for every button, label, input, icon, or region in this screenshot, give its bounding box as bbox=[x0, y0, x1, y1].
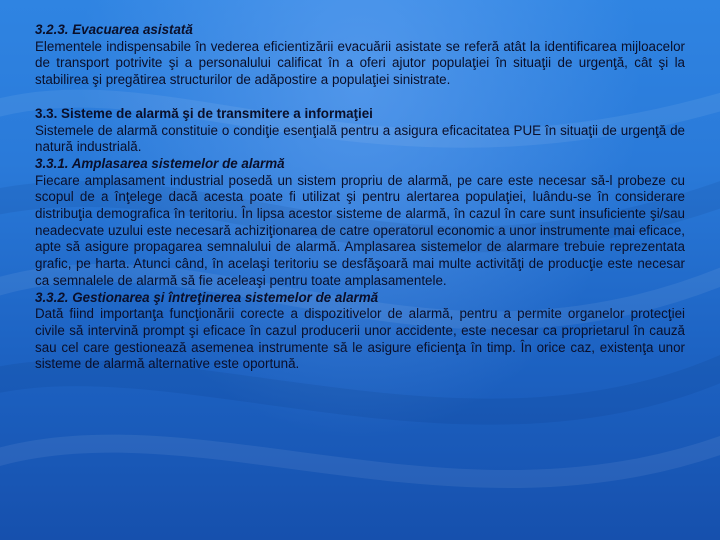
slide-content bbox=[35, 22, 685, 373]
section-3-3-1-title: 3.3.1. Amplasarea sistemelor de alarmă bbox=[35, 155, 285, 171]
section-3-3-title: 3.3. Sisteme de alarmă şi de transmitere a informaţiei bbox=[35, 105, 373, 121]
section-3-2-3-body: Elementele indispensabile în vederea eficientizării evacuării asistate se referă atât la identificarea mijloacelor de transport potrivite şi a personalului calificat în a oferi ajutor populaţiei în situaţii de urgenţă, cât şi la stabilirea şi pregătirea structurilor de adăpostire a populaţiei sinistrate. bbox=[35, 38, 685, 88]
section-3-3-body: Sistemele de alarmă constituie o condiţie esenţială pentru a asigura eficacitatea PUE în situaţii de urgenţă de natură industrială. bbox=[35, 122, 685, 155]
section-3-3-2-title: 3.3.2. Gestionarea şi întreţinerea sistemelor de alarmă bbox=[35, 289, 379, 305]
paragraph-gap bbox=[35, 89, 685, 106]
section-3-3-2-body: Dată fiind importanţa funcţionării corecte a dispozitivelor de alarmă, pentru a permite organelor protecţiei civile să intervină prompt şi eficace în cazul producerii unor accidente, este necesar ca proprietarul în cauză sau cel care gestionează asemenea instrumente să le asigure eficienţa în timp. În orice caz, existenţa unor sisteme de alarmă alternative este oportună. bbox=[35, 306, 685, 372]
section-3-3-1-body: Fiecare amplasament industrial posedă un sistem propriu de alarmă, pe care este necesar să-l probeze cu scopul de a înţelege dacă acesta poate fi utilizat şi pentru alertarea populaţiei, luându-se în considerare distribuţia demografica în teritoriu. În lipsa acestor sisteme de alarmă, în cazul în care sunt insuficiente şi/sau neadecvate uzului este necesară achiziţionarea de catre operatorul economic a unor instrumente mai eficace, apte să asigure propagarea semnalului de alarmă. Amplasarea sistemelor de alarmare trebuie reprezentata grafic, pe harta. Atunci când, în acelaşi teritoriu se desfăşoară mai multe activităţi de producţie este necesar ca semnalele de alarmă să fie aceleaşi pentru toate amplasamentele. bbox=[35, 172, 685, 288]
section-3-2-3-title: 3.2.3. Evacuarea asistată bbox=[35, 22, 193, 37]
